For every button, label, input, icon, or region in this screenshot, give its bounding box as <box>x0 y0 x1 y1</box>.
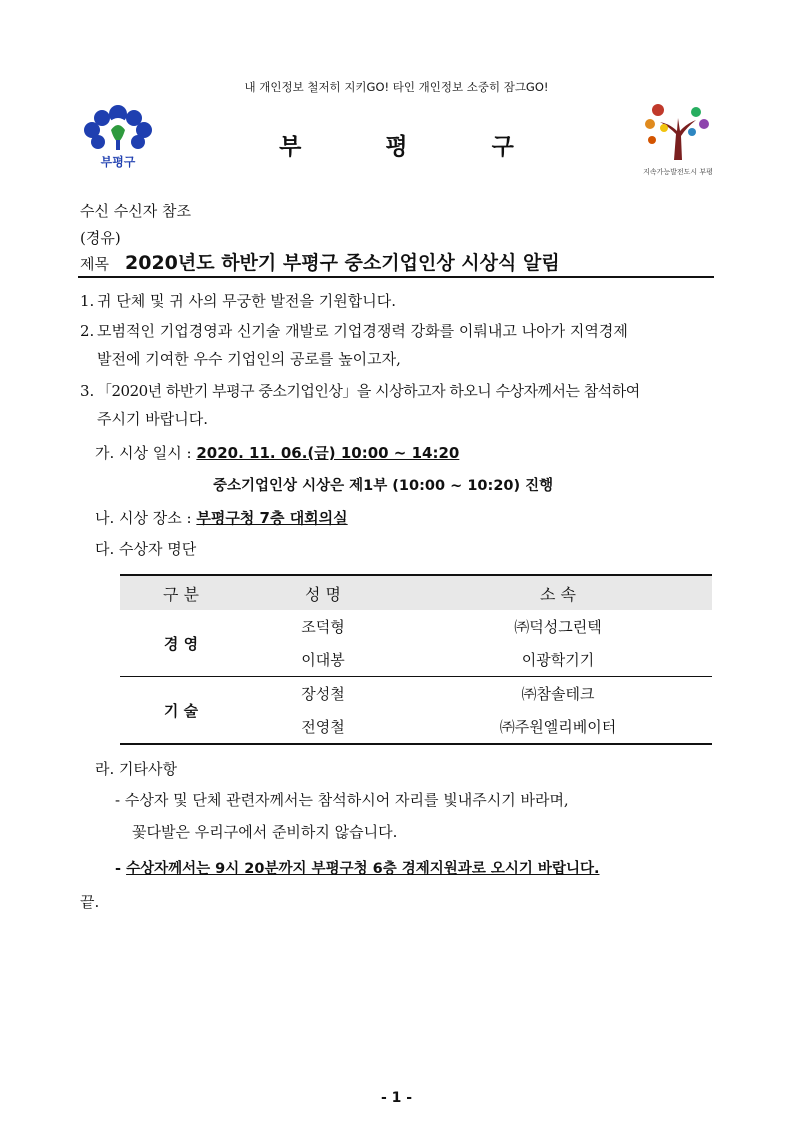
venue-label: 나. 시상 장소 : <box>95 509 192 527</box>
col-header-affiliation: 소 속 <box>404 575 712 610</box>
name-cell: 조덕형 <box>301 618 345 636</box>
via-line: (경유) <box>80 229 121 247</box>
name-cell: 장성철 <box>301 685 345 703</box>
right-logo-text: 지속가능발전도시 부평 <box>643 168 713 176</box>
schedule-value: 2020. 11. 06.(금) 10:00 ~ 14:20 <box>196 444 460 462</box>
affiliation-cell: ㈜참솔테크 <box>521 685 595 703</box>
other-matters-line-2: 꽃다발은 우리구에서 준비하지 않습니다. <box>132 823 398 841</box>
category-cell: 기 술 <box>120 677 242 745</box>
awardee-table <box>120 574 712 745</box>
schedule-line <box>95 439 735 467</box>
item-number: 2. <box>80 322 95 340</box>
name-cell: 전영철 <box>242 710 404 744</box>
title-label: 제목 <box>80 255 109 273</box>
item-text-continued: 주시기 바랍니다. <box>97 410 208 428</box>
category-cell: 경 영 <box>120 610 242 677</box>
schedule-note: 중소기업인상 시상은 제1부 (10:00 ~ 10:20) 진행 <box>213 478 554 494</box>
left-logo-text: 부평구 <box>100 155 136 169</box>
item-text: 모범적인 기업경영과 신기술 개발로 기업경쟁력 강화를 이뤄내고 나아가 지역경제 <box>97 322 628 340</box>
end-mark: 끝. <box>80 893 100 911</box>
affiliation-cell: ㈜주원엘리베이터 <box>404 710 712 744</box>
item-1 <box>80 287 720 315</box>
page-number: - 1 - <box>380 1090 413 1106</box>
table-row <box>120 677 712 711</box>
name-cell: 이대봉 <box>242 643 404 677</box>
arrival-notice: 수상자께서는 9시 20분까지 부평구청 6층 경제지원과로 오시기 바랍니다. <box>126 861 600 877</box>
org-char: 평 <box>385 134 408 160</box>
affiliation-cell: 이광학기기 <box>404 643 712 677</box>
title-divider <box>78 276 714 278</box>
col-header-name: 성 명 <box>242 575 404 610</box>
item-3 <box>80 377 720 433</box>
org-char: 구 <box>491 134 514 160</box>
other-matters-line-1: - 수상자 및 단체 관련자께서는 참석하시어 자리를 빛내주시기 바라며, <box>115 791 569 809</box>
item-text-continued: 발전에 기여한 우수 기업인의 공로를 높이고자, <box>97 350 401 368</box>
recipient-line: 수신 수신자 참조 <box>80 202 191 220</box>
item-number: 3. <box>80 382 95 400</box>
col-header-category: 구 분 <box>120 575 242 610</box>
table-row <box>120 610 712 643</box>
other-matters-line-3 <box>115 855 715 883</box>
awardee-list-label: 다. 수상자 명단 <box>95 540 197 558</box>
sustainable-city-logo <box>638 98 718 178</box>
venue-value: 부평구청 7층 대회의실 <box>196 509 348 527</box>
other-matters-label: 라. 기타사항 <box>95 760 177 778</box>
item-number: 1. <box>80 292 95 310</box>
venue-line <box>95 504 735 532</box>
privacy-slogan: 내 개인정보 철저히 지키GO! 타인 개인정보 소중히 잠그GO! <box>244 80 549 94</box>
org-char: 부 <box>279 134 302 160</box>
item-text: 귀 단체 및 귀 사의 무궁한 발전을 기원합니다. <box>97 292 396 310</box>
dash: - <box>115 861 127 877</box>
item-2 <box>80 317 720 373</box>
item-text: 「2020년 하반기 부평구 중소기업인상」을 시상하고자 하오니 수상자께서는 참석하여 <box>97 382 640 400</box>
document-title: 2020년도 하반기 부평구 중소기업인상 시상식 알림 <box>125 252 560 274</box>
affiliation-cell: ㈜덕성그린텍 <box>514 618 602 636</box>
schedule-label: 가. 시상 일시 : <box>95 444 192 462</box>
